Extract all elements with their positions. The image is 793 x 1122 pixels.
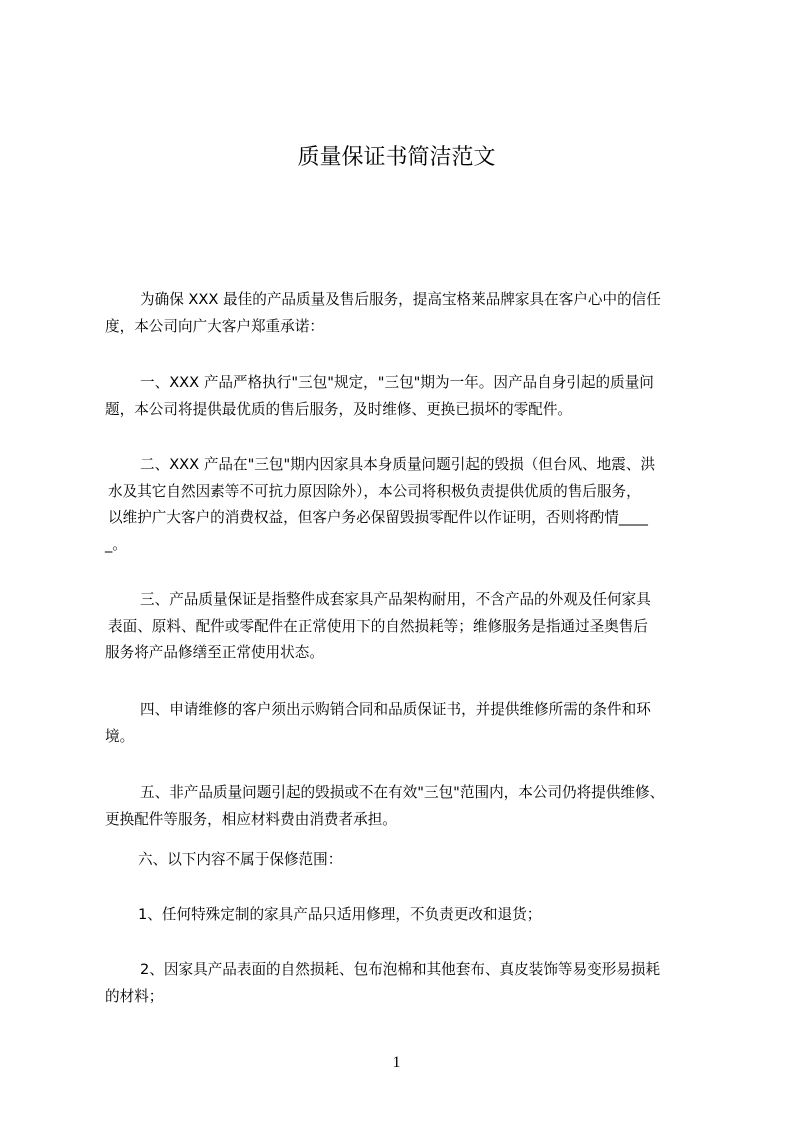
paragraph-line: 2、因家具产品表面的自然损耗、包布泡棉和其他套布、真皮装饰等易变形易损耗: [140, 961, 661, 978]
page-number: 1: [392, 1054, 401, 1071]
paragraph-line: 以维护广大客户的消费权益，但客户务必保留毁损零配件以作证明，否则将酌情____: [108, 509, 648, 526]
paragraph-line: 表面、原料、配件或零配件在正常使用下的自然损耗等；维修服务是指通过圣奥售后: [108, 618, 648, 635]
paragraph-line: 更换配件等服务，相应材料费由消费者承担。: [105, 811, 397, 828]
paragraph-line: 水及其它自然因素等不可抗力原因除外），本公司将积极负责提供优质的售后服务，: [108, 483, 641, 500]
paragraph-line: _。: [105, 536, 127, 553]
paragraph-line: 三、产品质量保证是指整件成套家具产品架构耐用，不含产品的外观及任何家具: [140, 591, 651, 608]
paragraph-line: 四、申请维修的客户须出示购销合同和品质保证书，并提供维修所需的条件和环: [140, 701, 651, 718]
paragraph-line: 境。: [105, 728, 135, 745]
paragraph-line: 的材料；: [105, 988, 164, 1005]
document-title: 质量保证书简洁范文: [297, 145, 496, 170]
paragraph-line: 六、以下内容不属于保修范围：: [138, 851, 343, 868]
paragraph-line: 度，本公司向广大客户郑重承诺：: [105, 318, 324, 335]
paragraph-line: 二、XXX 产品在"三包"期内因家具本身质量问题引起的毁损（但台风、地震、洪: [140, 456, 656, 473]
paragraph-line: 1、任何特殊定制的家具产品只适用修理，不负责更改和退货；: [138, 906, 542, 923]
paragraph-line: 五、非产品质量问题引起的毁损或不在有效"三包"范围内，本公司仍将提供维修、: [140, 784, 665, 801]
paragraph-line: 服务将产品修缮至正常使用状态。: [105, 644, 324, 661]
paragraph-line: 为确保 XXX 最佳的产品质量及售后服务，提高宝格莱品牌家具在客户心中的信任: [140, 291, 661, 308]
paragraph-line: 题，本公司将提供最优质的售后服务，及时维修、更换已损坏的零配件。: [105, 401, 573, 418]
paragraph-line: 一、XXX 产品严格执行"三包"规定，"三包"期为一年。因产品自身引起的质量问: [140, 374, 654, 391]
